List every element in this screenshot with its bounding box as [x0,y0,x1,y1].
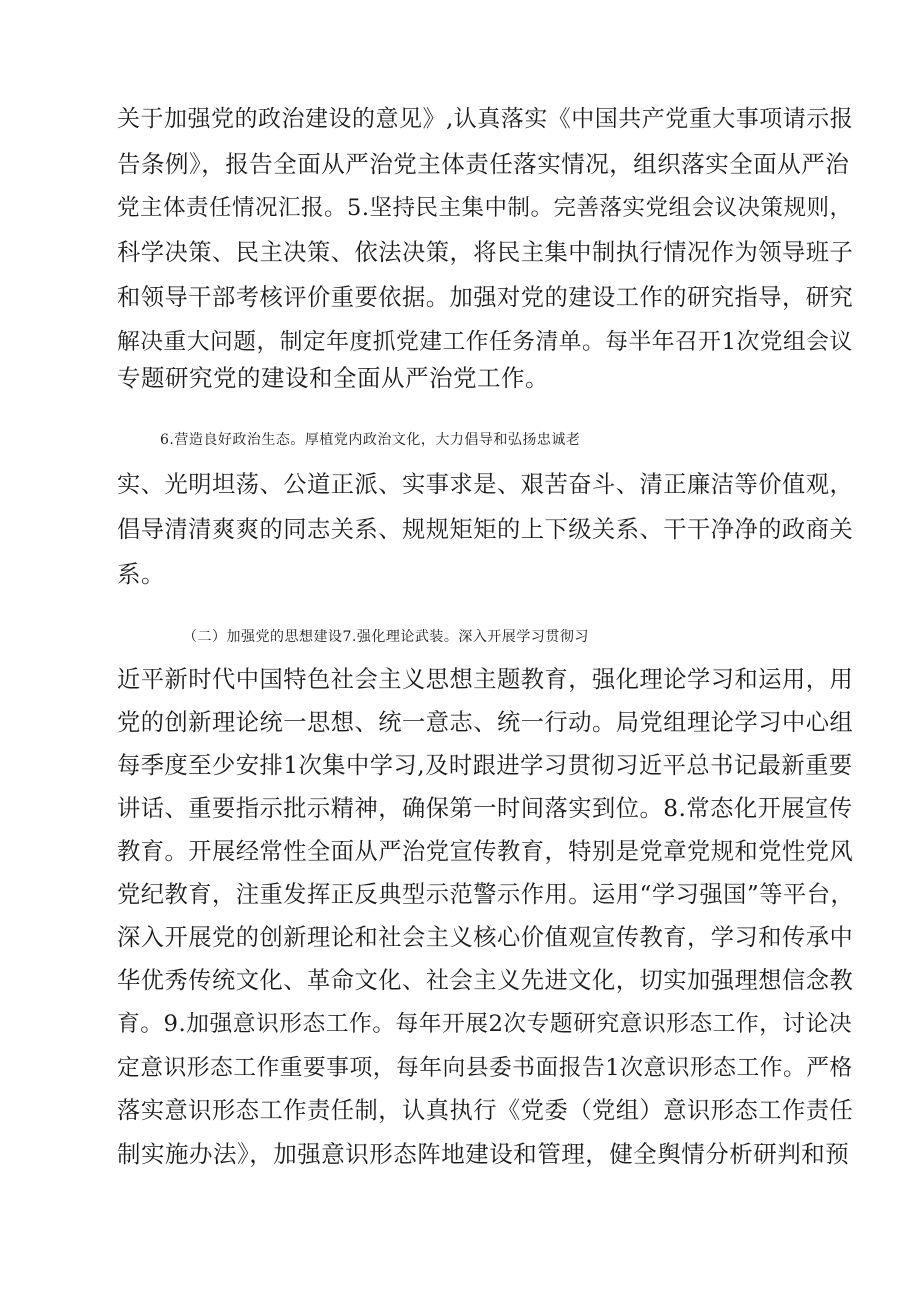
text-line: 定意识形态工作重要事项，每年向县委书面报告1次意识形态工作。严格 [117,1055,853,1081]
text-line: 和领导干部考核评价重要依据。加强对党的建设工作的研究指导，研究 [117,284,854,311]
text-line: 实、光明坦荡、公道正派、实事求是、艰苦奋斗、清正廉洁等价值观， [117,471,854,498]
text-line: 落实意识形态工作责任制，认真执行《党委（党组）意识形态工作责任 [117,1097,854,1124]
text-line: 近平新时代中国特色社会主义思想主题教育，强化理论学习和运用，用 [117,666,854,693]
section-heading-line: （二）加强党的思想建设7.强化理论武装。深入开展学习贯彻习 [183,629,589,645]
text-line: 科学决策、民主决策、依法决策，将民主集中制执行情况作为领导班子 [117,239,854,266]
text-line: 党主体责任情况汇报。5.坚持民主集中制。完善落实党组会议决策规则， [117,195,853,221]
text-line: 党的创新理论统一思想、统一意志、统一行动。局党组理论学习中心组 [117,709,854,736]
paragraph-start-line: 6.营造良好政治生态。厚植党内政治文化，大力倡导和弘扬忠诚老 [160,432,581,448]
text-line: 深入开展党的创新理论和社会主义核心价值观宣传教育，学习和传承中 [117,924,854,951]
text-line: 系。 [117,560,165,588]
text-line: 专题研究党的建设和全面从严治党工作。 [117,364,549,392]
text-line: 每季度至少安排1次集中学习,及时跟进学习贯彻习近平总书记最新重要 [117,752,853,779]
text-line: 告条例》，报告全面从严治党主体责任落实情况，组织落实全面从严治 [117,150,850,178]
text-line: 党纪教育，注重发挥正反典型示范警示作用。运用“学习强国”等平台， [117,881,855,908]
text-line: 教育。开展经常性全面从严治党宣传教育，特别是党章党规和党性党风 [117,838,854,865]
text-line: 关于加强党的政治建设的意见》,认真落实《中国共产党重大事项请示报 [117,106,854,132]
text-line: 讲话、重要指示批示精神，确保第一时间落实到位。8.常态化开展宣传 [117,795,853,822]
text-line: 倡导清清爽爽的同志关系、规规矩矩的上下级关系、干干净净的政商关 [117,516,854,543]
text-line: 解决重大问题，制定年度抓党建工作任务清单。每半年召开1次党组会议 [117,329,853,355]
text-line: 制实施办法》，加强意识形态阵地建设和管理，健全舆情分析研判和预 [117,1140,850,1168]
text-line: 华优秀传统文化、革命文化、社会主义先进文化，切实加强理想信念教 [117,967,854,994]
text-line: 育。9.加强意识形态工作。每年开展2次专题研究意识形态工作，讨论决 [117,1011,853,1037]
